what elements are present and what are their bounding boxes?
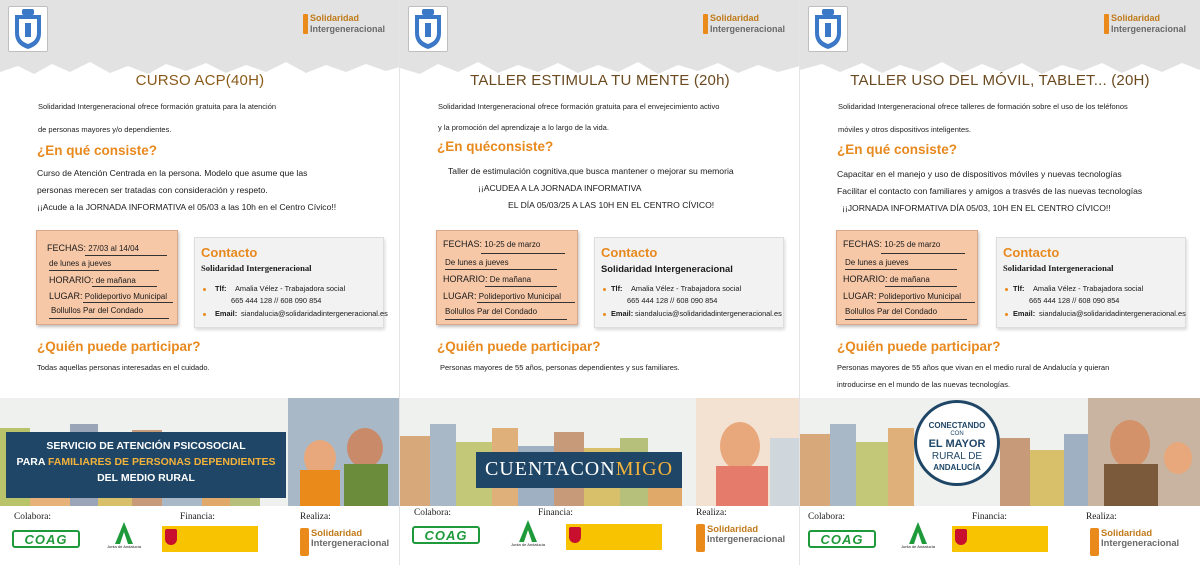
days-value: de lunes a jueves (49, 259, 112, 268)
flyer-title: TALLER USO DEL MÓVIL, TABLET... (20H) (850, 72, 1150, 89)
tlf-line-2: 665 444 128 // 608 090 854 (627, 296, 718, 305)
who-line-1: Todas aquellas personas interesadas en el cuidado. (37, 363, 210, 372)
lugar-label: LUGAR: (843, 291, 877, 301)
intro-line-2: móviles y otros dispositivos inteligentes. (838, 125, 971, 134)
logo-bar-orange (303, 14, 308, 34)
municipal-crest-icon (8, 6, 48, 52)
fechas-value: 10-25 de marzo (484, 240, 541, 249)
fechas-label: FECHAS: (47, 243, 87, 253)
email-label: Email: (611, 309, 634, 318)
badge-line-1: CONECTANDO (928, 421, 986, 430)
banner-line-1: SERVICIO DE ATENCIÓN PSICOSOCIAL (46, 440, 246, 452)
contact-heading: Contacto (601, 245, 658, 260)
sponsors-footer (800, 506, 1200, 565)
who-heading: ¿Quién puede participar? (37, 339, 201, 354)
gobierno-espana-logo (162, 526, 258, 552)
solidaridad-logo (303, 14, 385, 34)
email-label: Email: (1013, 309, 1036, 318)
what-heading: ¿En qué consiste? (37, 143, 158, 158)
intro-line-1: Solidaridad Intergeneracional ofrece formación gratuita para el envejecimiento activo (438, 102, 720, 111)
logo-line1: Solidaridad (709, 13, 759, 23)
fechas-value: 10-25 de marzo (884, 240, 941, 249)
what-heading: ¿En quéconsiste? (437, 139, 554, 154)
lugar-value: Polideportivo Municipal (84, 292, 168, 301)
fechas-label: FECHAS: (443, 239, 483, 249)
logo-line2: Intergeneracional (1110, 24, 1186, 34)
horario-label: HORARIO: (843, 274, 888, 284)
lugar-value: Polideportivo Municipal (878, 292, 962, 301)
who-heading: ¿Quién puede participar? (837, 339, 1001, 354)
intro-line-1: Solidaridad Intergeneracional ofrece talleres de formación sobre el uso de los teléfonos (838, 102, 1128, 111)
tlf-label: Tlf: (1013, 284, 1025, 293)
logo-line1: Solidaridad (1101, 527, 1153, 538)
flyer-uso-movil (800, 0, 1200, 565)
flyer-curso-acp (0, 0, 400, 565)
who-line-1: Personas mayores de 55 años que vivan en el medio rural de Andalucía y quieran (837, 363, 1110, 372)
spain-shield-icon (955, 529, 967, 545)
fechas-label: FECHAS: (843, 239, 883, 249)
contact-org: Solidaridad Intergeneracional (1003, 263, 1114, 273)
conectando-badge (914, 400, 1000, 486)
gobierno-espana-logo (952, 526, 1048, 552)
lugar-label: LUGAR: (49, 291, 83, 301)
logo-line1: Solidaridad (707, 523, 759, 534)
logo-line1: Solidaridad (1110, 13, 1160, 23)
description-line-2: personas merecen ser tratadas con consideración y respeto. (37, 185, 268, 195)
description-line-1: Curso de Atención Centrada en la persona. Modelo que asume que las (37, 168, 308, 178)
intro-line-1: Solidaridad Intergeneracional ofrece formación gratuita para la atención (38, 102, 277, 111)
lugar-label: LUGAR: (443, 291, 477, 301)
sponsors-footer (400, 506, 800, 565)
email-link[interactable]: siandalucia@solidaridadintergeneracional.es (1039, 309, 1186, 318)
horario-value: de mañana (95, 276, 136, 285)
badge-line-2: CON (950, 431, 964, 437)
logo-line2: Intergeneracional (309, 24, 385, 34)
colabora-label: Colabora: (808, 512, 845, 522)
junta-andalucia-logo (896, 522, 940, 562)
junta-andalucia-logo (506, 520, 550, 560)
spain-shield-icon (569, 527, 581, 543)
description-line-2: ¡¡ACUDEA A LA JORNADA INFORMATIVA (478, 183, 642, 193)
financia-label: Financia: (538, 508, 573, 518)
logo-bar-orange (300, 528, 309, 556)
logo-bar-orange (696, 524, 705, 552)
info-card (436, 230, 578, 325)
realiza-logo (1090, 528, 1179, 556)
email-label: Email: (215, 309, 238, 318)
junta-andalucia-logo (102, 522, 146, 562)
illustration-houses (800, 398, 1200, 506)
days-value: De lunes a jueves (445, 258, 509, 267)
horario-label: HORARIO: (49, 275, 94, 285)
who-line-2: introducirse en el mundo de las nuevas tecnologías. (837, 380, 1011, 389)
bullet-icon (203, 313, 206, 316)
coag-logo: COAG (808, 530, 876, 548)
bullet-icon (203, 288, 206, 291)
tlf-line-2: 665 444 128 // 608 090 854 (231, 296, 322, 305)
financia-label: Financia: (180, 512, 215, 522)
contact-org: Solidaridad Intergeneracional (601, 263, 733, 274)
description-line-2: Facilitar el contacto con familiares y amigos a trasvés de las nuevas tecnologías (837, 186, 1143, 196)
bullet-icon (1005, 288, 1008, 291)
lugar-value: Polideportivo Municipal (478, 292, 562, 301)
realiza-label: Realiza: (696, 508, 727, 518)
contact-card (194, 237, 388, 328)
solidaridad-logo (1104, 14, 1186, 34)
banner-word-2: CON (570, 458, 616, 480)
horario-label: HORARIO: (443, 274, 488, 284)
junta-text: Junta de Andalucía (106, 544, 142, 549)
description-line-3: EL DÍA 05/03/25 A LAS 10H EN EL CENTRO CÍVICO! (508, 200, 715, 210)
colabora-label: Colabora: (14, 512, 51, 522)
junta-text: Junta de Andalucía (510, 542, 546, 547)
tlf-label: Tlf: (611, 284, 623, 293)
coag-logo: COAG (12, 530, 80, 548)
banner-word-3: MIGO (615, 458, 674, 480)
town-value: Bollullos Par del Condado (845, 307, 938, 316)
solidaridad-logo (703, 14, 785, 34)
logo-line1: Solidaridad (311, 527, 363, 538)
days-value: De lunes a jueves (845, 258, 909, 267)
contact-heading: Contacto (1003, 245, 1060, 260)
banner-line-3: DEL MEDIO RURAL (97, 472, 195, 484)
tlf-label: Tlf: (215, 284, 227, 293)
horario-value: De mañana (489, 275, 532, 284)
logo-line2: Intergeneracional (1101, 537, 1180, 548)
email-link[interactable]: siandalucia@solidaridadintergeneracional.es (635, 309, 782, 318)
banner-line-2b: FAMILIARES DE PERSONAS DEPENDIENTES (47, 456, 276, 468)
tlf-line-1: Amalia Vélez - Trabajadora social (631, 284, 742, 293)
town-value: Bollullos Par del Condado (445, 307, 538, 316)
description-line-3: ¡¡Acude a la JORNADA INFORMATIVA el 05/03 a las 10h en el Centro Cívico!! (37, 202, 337, 212)
logo-line2: Intergeneracional (311, 537, 390, 548)
coag-logo: COAG (412, 526, 480, 544)
banner-line-2a: PARA (16, 456, 48, 468)
tlf-line-2: 665 444 128 // 608 090 854 (1029, 296, 1120, 305)
flyer-title: TALLER ESTIMULA TU MENTE (20h) (470, 72, 730, 89)
info-card (36, 230, 178, 325)
logo-bar-orange (1090, 528, 1099, 556)
bullet-icon (603, 288, 606, 291)
logo-line2: Intergeneracional (709, 24, 785, 34)
municipal-crest-icon (808, 6, 848, 52)
badge-line-3: EL MAYOR (928, 438, 986, 450)
bullet-icon (603, 313, 606, 316)
intro-line-2: de personas mayores y/o dependientes. (38, 125, 172, 134)
what-heading: ¿En qué consiste? (837, 142, 958, 157)
logo-bar-orange (1104, 14, 1109, 34)
flyer-title: CURSO ACP(40H) (135, 72, 265, 89)
logo-line2: Intergeneracional (707, 533, 786, 544)
intro-line-2: y la promoción del aprendizaje a lo largo de la vida. (438, 123, 609, 132)
contact-card (996, 237, 1186, 328)
tlf-line-1: Amalia Vélez - Trabajadora social (235, 284, 346, 293)
horario-value: de mañana (889, 275, 930, 284)
town-value: Bollullos Par del Condado (51, 306, 144, 315)
badge-line-5: ANDALUCÍA (933, 463, 981, 472)
fechas-value: 27/03 al 14/04 (88, 244, 139, 253)
info-card (836, 230, 978, 325)
tlf-line-1: Amalia Vélez - Trabajadora social (1033, 284, 1144, 293)
contact-card (594, 237, 784, 328)
spain-shield-icon (165, 529, 177, 545)
who-line-1: Personas mayores de 55 años, personas dependientes y sus familiares. (440, 363, 680, 372)
banner-word-1: CUENTA (484, 458, 571, 480)
financia-label: Financia: (972, 512, 1007, 522)
municipal-crest-icon (408, 6, 448, 52)
psychosocial-banner (6, 432, 286, 498)
description-line-1: Taller de estimulación cognitiva,que busca mantener o mejorar su memoria (448, 166, 734, 176)
bullet-icon (1005, 313, 1008, 316)
realiza-label: Realiza: (300, 512, 331, 522)
colabora-label: Colabora: (414, 508, 451, 518)
contact-org: Solidaridad Intergeneracional (201, 263, 312, 273)
logo-line1: Solidaridad (309, 13, 359, 23)
realiza-logo (300, 528, 389, 556)
junta-text: Junta de Andalucía (900, 544, 936, 549)
cuenta-conmigo-banner (476, 452, 682, 488)
flyer-estimula-mente (400, 0, 800, 565)
description-line-3: ¡¡JORNADA INFORMATIVA DÍA 05/03, 10H EN EL CENTRO CÍVICO!! (842, 203, 1111, 213)
realiza-label: Realiza: (1086, 512, 1117, 522)
gobierno-espana-logo (566, 524, 662, 550)
logo-bar-orange (703, 14, 708, 34)
sponsors-footer (0, 506, 400, 565)
contact-heading: Contacto (201, 245, 258, 260)
badge-line-4: RURAL DE (931, 451, 983, 462)
description-line-1: Capacitar en el manejo y uso de dispositivos móviles y nuevas tecnologías (837, 169, 1122, 179)
email-link[interactable]: siandalucia@solidaridadintergeneracional.es (241, 309, 388, 318)
who-heading: ¿Quién puede participar? (437, 339, 601, 354)
realiza-logo (696, 524, 785, 552)
